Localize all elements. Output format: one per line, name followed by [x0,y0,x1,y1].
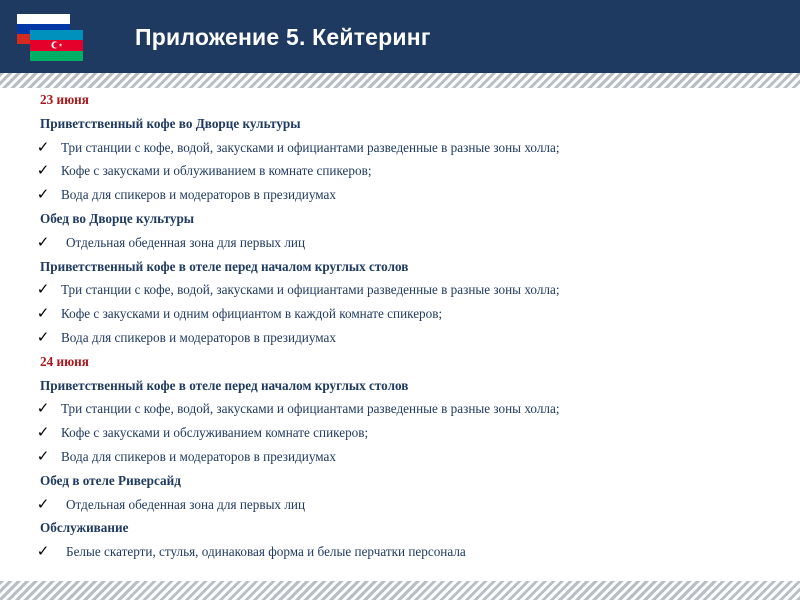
checkmark-icon: ✓ [36,542,50,561]
list-item-text: Отдельная обеденная зона для первых лиц [66,496,306,512]
list-item-text: Кофе с закусками и облуживанием в комнате спикеров; [61,163,372,179]
list-item [0,540,800,564]
list-item [0,159,800,183]
list-item [0,326,800,350]
checkmark-icon: ✓ [36,423,50,442]
list-item [0,278,800,302]
crescent-star-icon [30,40,83,50]
list-item-text: Три станции с кофе, водой, закусками и официантами разведенные в разные зоны холла; [61,401,560,417]
section-heading: Приветственный кофе во Дворце культуры [40,115,301,131]
list-item [0,231,800,255]
list-item [0,493,800,517]
list-item [0,397,800,421]
list-item-text: Кофе с закусками и обслуживанием комнате спикеров; [61,425,369,441]
page-title: Приложение 5. Кейтеринг [135,24,431,50]
bottom-divider-stripe [0,581,800,600]
section-heading: Обслуживание [40,520,129,536]
list-item-text: Вода для спикеров и модераторов в президиумах [61,187,336,203]
list-item [0,136,800,160]
azerbaijan-flag [30,30,83,61]
date-heading: 24 июня [40,353,89,369]
list-item-text: Три станции с кофе, водой, закусками и официантами разведенные в разные зоны холла; [61,282,560,298]
checkmark-icon: ✓ [36,446,50,465]
slide-header [0,0,800,73]
list-item-text: Отдельная обеденная зона для первых лиц [66,234,306,250]
checkmark-icon: ✓ [36,232,50,251]
section-heading: Приветственный кофе в отеле перед началом круглых столов [40,258,409,274]
section-heading: Обед в отеле Риверсайд [40,472,181,488]
list-item [0,183,800,207]
list-item-text: Белые скатерти, стулья, одинаковая форма и белые перчатки персонала [66,544,466,560]
section-heading: Приветственный кофе в отеле перед началом круглых столов [40,377,409,393]
list-item-text: Три станции с кофе, водой, закусками и официантами разведенные в разные зоны холла; [61,139,560,155]
checkmark-icon: ✓ [36,304,50,323]
checkmark-icon: ✓ [36,399,50,418]
checkmark-icon: ✓ [36,494,50,513]
list-item [0,421,800,445]
checkmark-icon: ✓ [36,161,50,180]
catering-list [0,88,800,564]
list-item-text: Вода для спикеров и модераторов в президиумах [61,329,336,345]
top-divider-stripe [0,73,800,88]
section-heading: Обед во Дворце культуры [40,210,195,226]
checkmark-icon: ✓ [36,137,50,156]
list-item [0,302,800,326]
checkmark-icon: ✓ [36,280,50,299]
list-item-text: Вода для спикеров и модераторов в президиумах [61,448,336,464]
list-item [0,445,800,469]
checkmark-icon: ✓ [36,327,50,346]
checkmark-icon: ✓ [36,185,50,204]
date-heading: 23 июня [40,92,89,107]
list-item-text: Кофе с закусками и одним официантом в каждой комнате спикеров; [61,306,443,322]
